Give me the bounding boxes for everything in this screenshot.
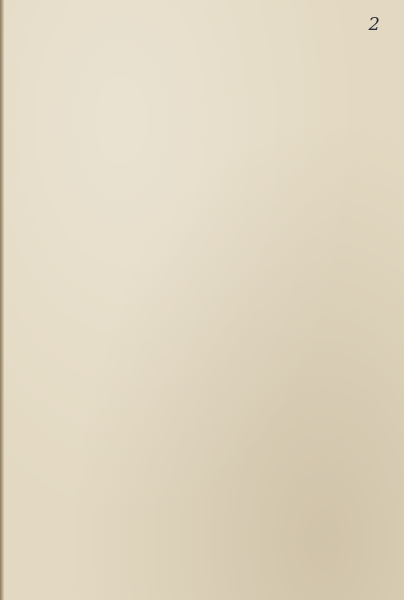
page-number: 2 <box>368 14 380 35</box>
page-edge <box>0 0 4 600</box>
document-body <box>72 44 380 584</box>
